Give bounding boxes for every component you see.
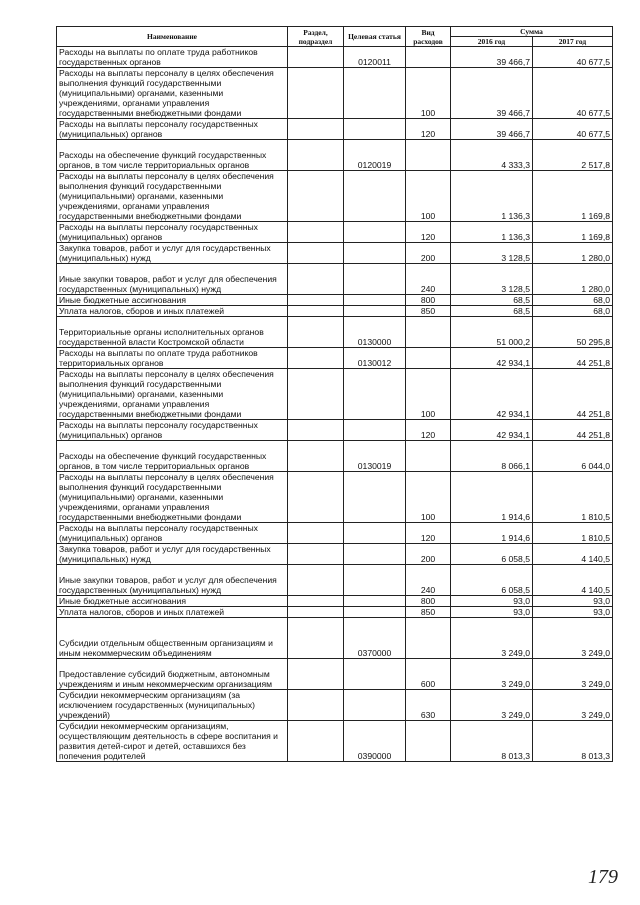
row-target-cell: 0390000 [344, 721, 406, 762]
row-type-cell: 100 [406, 369, 451, 420]
table-row [57, 119, 613, 140]
table-row [57, 618, 613, 659]
row-sum-2017-cell: 3 249,0 [533, 618, 613, 659]
row-name-cell: Расходы на выплаты по оплате труда работников территориальных органов [57, 348, 288, 369]
row-type-cell: 850 [406, 306, 451, 317]
table-row [57, 317, 613, 348]
row-sum-2017-cell: 44 251,8 [533, 420, 613, 441]
header-sum: Сумма [451, 27, 613, 37]
table-row [57, 420, 613, 441]
row-sum-2016-cell: 3 128,5 [451, 264, 533, 295]
row-sum-2017-cell: 40 677,5 [533, 68, 613, 119]
table-row [57, 472, 613, 523]
row-section-cell [288, 68, 344, 119]
row-name-cell: Расходы на выплаты персоналу в целях обеспечения выполнения функций государственными (муниципальными) органами, казенными учреждениями, органами управления государственными внебюджетными фондами [57, 68, 288, 119]
row-type-cell: 100 [406, 68, 451, 119]
row-target-cell [344, 119, 406, 140]
row-name-cell: Иные закупки товаров, работ и услуг для обеспечения государственных (муниципальных) нужд [57, 565, 288, 596]
row-sum-2016-cell: 39 466,7 [451, 68, 533, 119]
row-target-cell: 0130012 [344, 348, 406, 369]
table-row [57, 596, 613, 607]
budget-table [56, 26, 613, 762]
row-section-cell [288, 171, 344, 222]
row-sum-2016-cell: 3 249,0 [451, 690, 533, 721]
row-section-cell [288, 264, 344, 295]
row-sum-2017-cell: 8 013,3 [533, 721, 613, 762]
row-sum-2016-cell: 51 000,2 [451, 317, 533, 348]
table-header [57, 27, 613, 47]
row-sum-2017-cell: 68,0 [533, 306, 613, 317]
row-name-cell: Предоставление субсидий бюджетным, автономным учреждениям и иным некоммерческим организациям [57, 659, 288, 690]
row-target-cell [344, 596, 406, 607]
row-type-cell [406, 348, 451, 369]
row-type-cell: 100 [406, 171, 451, 222]
row-section-cell [288, 119, 344, 140]
row-sum-2017-cell: 44 251,8 [533, 369, 613, 420]
table-row [57, 721, 613, 762]
row-sum-2017-cell: 4 140,5 [533, 565, 613, 596]
row-name-cell: Субсидии некоммерческим организациям, осуществляющим деятельность в сфере воспитания и развития детей-сирот и детей, оставшихся без попечения родителей [57, 721, 288, 762]
row-target-cell: 0130019 [344, 441, 406, 472]
row-type-cell [406, 618, 451, 659]
row-sum-2016-cell: 39 466,7 [451, 119, 533, 140]
table-row [57, 47, 613, 68]
row-target-cell [344, 659, 406, 690]
row-target-cell [344, 472, 406, 523]
row-sum-2017-cell: 93,0 [533, 596, 613, 607]
row-target-cell [344, 565, 406, 596]
row-target-cell: 0120019 [344, 140, 406, 171]
table-row [57, 171, 613, 222]
row-section-cell [288, 243, 344, 264]
row-target-cell [344, 306, 406, 317]
row-name-cell: Расходы на выплаты персоналу государственных (муниципальных) органов [57, 523, 288, 544]
row-name-cell: Расходы на выплаты персоналу в целях обеспечения выполнения функций государственными (муниципальными) органами, казенными учреждениями, органами управления государственными внебюджетными фондами [57, 369, 288, 420]
row-section-cell [288, 690, 344, 721]
table-row [57, 523, 613, 544]
row-section-cell [288, 295, 344, 306]
row-type-cell: 240 [406, 565, 451, 596]
row-type-cell: 120 [406, 119, 451, 140]
row-sum-2016-cell: 39 466,7 [451, 47, 533, 68]
row-type-cell: 240 [406, 264, 451, 295]
row-section-cell [288, 348, 344, 369]
row-name-cell: Уплата налогов, сборов и иных платежей [57, 607, 288, 618]
row-type-cell [406, 47, 451, 68]
row-target-cell [344, 607, 406, 618]
row-sum-2017-cell: 50 295,8 [533, 317, 613, 348]
row-target-cell [344, 171, 406, 222]
row-name-cell: Расходы на выплаты по оплате труда работников государственных органов [57, 47, 288, 68]
row-type-cell: 630 [406, 690, 451, 721]
header-target: Целевая статья [344, 27, 406, 47]
row-sum-2017-cell: 6 044,0 [533, 441, 613, 472]
row-type-cell [406, 721, 451, 762]
row-sum-2016-cell: 93,0 [451, 607, 533, 618]
row-name-cell: Расходы на выплаты персоналу в целях обеспечения выполнения функций государственными (муниципальными) органами, казенными учреждениями, органами управления государственными внебюджетными фондами [57, 171, 288, 222]
row-section-cell [288, 721, 344, 762]
row-sum-2017-cell: 40 677,5 [533, 47, 613, 68]
row-section-cell [288, 472, 344, 523]
row-target-cell [344, 420, 406, 441]
row-target-cell [344, 544, 406, 565]
row-section-cell [288, 523, 344, 544]
row-name-cell: Иные закупки товаров, работ и услуг для обеспечения государственных (муниципальных) нужд [57, 264, 288, 295]
row-sum-2016-cell: 93,0 [451, 596, 533, 607]
row-sum-2016-cell: 68,5 [451, 295, 533, 306]
table-body [57, 47, 613, 762]
row-sum-2017-cell: 93,0 [533, 607, 613, 618]
page-number: 179 [588, 866, 618, 888]
header-type: Вид расходов [406, 27, 451, 47]
row-type-cell: 800 [406, 596, 451, 607]
row-section-cell [288, 544, 344, 565]
row-target-cell: 0370000 [344, 618, 406, 659]
row-type-cell [406, 317, 451, 348]
table-row [57, 659, 613, 690]
row-sum-2017-cell: 3 249,0 [533, 690, 613, 721]
row-sum-2016-cell: 42 934,1 [451, 348, 533, 369]
row-sum-2016-cell: 1 136,3 [451, 222, 533, 243]
row-sum-2016-cell: 1 914,6 [451, 523, 533, 544]
row-sum-2017-cell: 40 677,5 [533, 119, 613, 140]
header-section: Раздел, подраздел [288, 27, 344, 47]
table-row [57, 690, 613, 721]
row-type-cell: 850 [406, 607, 451, 618]
row-type-cell: 200 [406, 544, 451, 565]
row-sum-2016-cell: 42 934,1 [451, 369, 533, 420]
row-sum-2017-cell: 1 810,5 [533, 523, 613, 544]
row-sum-2017-cell: 68,0 [533, 295, 613, 306]
table-row [57, 264, 613, 295]
row-section-cell [288, 369, 344, 420]
row-name-cell: Иные бюджетные ассигнования [57, 295, 288, 306]
row-section-cell [288, 222, 344, 243]
row-target-cell: 0120011 [344, 47, 406, 68]
table-row [57, 140, 613, 171]
row-section-cell [288, 441, 344, 472]
table-row [57, 295, 613, 306]
row-sum-2017-cell: 1 169,8 [533, 171, 613, 222]
header-year-2017: 2017 год [533, 37, 613, 47]
table-row [57, 607, 613, 618]
row-section-cell [288, 317, 344, 348]
row-sum-2017-cell: 1 280,0 [533, 243, 613, 264]
row-target-cell [344, 523, 406, 544]
row-sum-2016-cell: 68,5 [451, 306, 533, 317]
row-target-cell [344, 243, 406, 264]
row-name-cell: Расходы на выплаты персоналу государственных (муниципальных) органов [57, 119, 288, 140]
row-sum-2016-cell: 6 058,5 [451, 544, 533, 565]
row-sum-2017-cell: 1 169,8 [533, 222, 613, 243]
row-section-cell [288, 420, 344, 441]
header-year-2016: 2016 год [451, 37, 533, 47]
row-target-cell [344, 295, 406, 306]
row-type-cell [406, 140, 451, 171]
row-section-cell [288, 47, 344, 68]
row-target-cell [344, 690, 406, 721]
row-sum-2016-cell: 8 066,1 [451, 441, 533, 472]
row-section-cell [288, 140, 344, 171]
row-section-cell [288, 659, 344, 690]
row-section-cell [288, 596, 344, 607]
row-target-cell: 0130000 [344, 317, 406, 348]
row-type-cell: 120 [406, 222, 451, 243]
row-sum-2016-cell: 1 914,6 [451, 472, 533, 523]
row-type-cell: 100 [406, 472, 451, 523]
table-row [57, 544, 613, 565]
row-section-cell [288, 618, 344, 659]
row-sum-2016-cell: 4 333,3 [451, 140, 533, 171]
row-name-cell: Уплата налогов, сборов и иных платежей [57, 306, 288, 317]
row-type-cell: 200 [406, 243, 451, 264]
row-type-cell: 800 [406, 295, 451, 306]
row-name-cell: Закупка товаров, работ и услуг для государственных (муниципальных) нужд [57, 243, 288, 264]
table-row [57, 348, 613, 369]
row-name-cell: Субсидии некоммерческим организациям (за исключением государственных (муниципальных) учреждений) [57, 690, 288, 721]
row-target-cell [344, 264, 406, 295]
row-sum-2017-cell: 2 517,8 [533, 140, 613, 171]
row-sum-2017-cell: 44 251,8 [533, 348, 613, 369]
row-type-cell: 120 [406, 420, 451, 441]
row-name-cell: Расходы на обеспечение функций государственных органов, в том числе территориальных органов [57, 140, 288, 171]
header-name: Наименование [57, 27, 288, 47]
row-sum-2017-cell: 1 280,0 [533, 264, 613, 295]
row-sum-2016-cell: 42 934,1 [451, 420, 533, 441]
row-sum-2016-cell: 1 136,3 [451, 171, 533, 222]
row-sum-2017-cell: 1 810,5 [533, 472, 613, 523]
row-sum-2016-cell: 3 128,5 [451, 243, 533, 264]
table-row [57, 565, 613, 596]
row-name-cell: Расходы на обеспечение функций государственных органов, в том числе территориальных органов [57, 441, 288, 472]
table-row [57, 306, 613, 317]
row-sum-2016-cell: 8 013,3 [451, 721, 533, 762]
table-row [57, 68, 613, 119]
row-name-cell: Закупка товаров, работ и услуг для государственных (муниципальных) нужд [57, 544, 288, 565]
row-type-cell: 600 [406, 659, 451, 690]
table-row [57, 441, 613, 472]
row-target-cell [344, 369, 406, 420]
table-row [57, 369, 613, 420]
row-target-cell [344, 68, 406, 119]
row-target-cell [344, 222, 406, 243]
row-section-cell [288, 607, 344, 618]
row-type-cell [406, 441, 451, 472]
row-section-cell [288, 306, 344, 317]
row-name-cell: Субсидии отдельным общественным организациям и иным некоммерческим объединениям [57, 618, 288, 659]
table-row [57, 222, 613, 243]
row-name-cell: Расходы на выплаты персоналу в целях обеспечения выполнения функций государственными (муниципальными) органами, казенными учреждениями, органами управления государственными внебюджетными фондами [57, 472, 288, 523]
row-name-cell: Расходы на выплаты персоналу государственных (муниципальных) органов [57, 420, 288, 441]
row-sum-2016-cell: 3 249,0 [451, 659, 533, 690]
row-sum-2016-cell: 3 249,0 [451, 618, 533, 659]
row-name-cell: Расходы на выплаты персоналу государственных (муниципальных) органов [57, 222, 288, 243]
row-name-cell: Иные бюджетные ассигнования [57, 596, 288, 607]
row-sum-2017-cell: 4 140,5 [533, 544, 613, 565]
row-sum-2016-cell: 6 058,5 [451, 565, 533, 596]
table-row [57, 243, 613, 264]
row-type-cell: 120 [406, 523, 451, 544]
row-name-cell: Территориальные органы исполнительных органов государственной власти Костромской области [57, 317, 288, 348]
row-sum-2017-cell: 3 249,0 [533, 659, 613, 690]
row-section-cell [288, 565, 344, 596]
